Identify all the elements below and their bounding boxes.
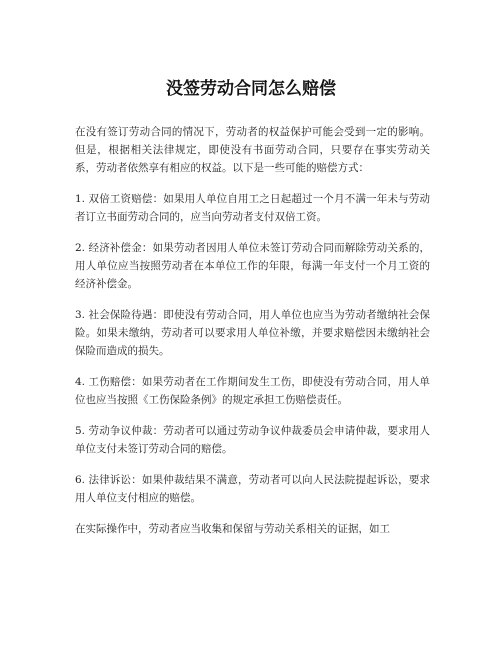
document-title: 没签劳动合同怎么赔偿: [166, 79, 336, 99]
item-social-insurance: 3. 社会保险待遇：即使没有劳动合同，用人单位也应当为劳动者缴纳社会保险。如果未缴纳，劳动者可以要求用人单位补缴，并要求赔偿因未缴纳社会保险而造成的损失。: [75, 309, 430, 357]
item-arbitration: 5. 劳动争议仲裁：劳动者可以通过劳动争议仲裁委员会申请仲裁，要求用人单位支付未签订劳动合同的赔偿。: [75, 425, 430, 455]
document-body: [75, 123, 430, 551]
item-litigation: 6. 法律诉讼：如果仲裁结果不满意，劳动者可以向人民法院提起诉讼，要求用人单位支付相应的赔偿。: [75, 474, 430, 504]
item-double-wage: 1. 双倍工资赔偿：如果用人单位自用工之日起超过一个月不满一年未与劳动者订立书面劳动合同的，应当向劳动者支付双倍工资。: [75, 193, 430, 223]
intro-paragraph: 在没有签订劳动合同的情况下，劳动者的权益保护可能会受到一定的影响。但是，根据相关法律规定，即使没有书面劳动合同，只要存在事实劳动关系，劳动者依然享有相应的权益。以下是一些可能的赔偿方式：: [75, 126, 430, 174]
item-economic-compensation: 2. 经济补偿金：如果劳动者因用人单位未签订劳动合同而解除劳动关系的，用人单位应当按照劳动者在本单位工作的年限，每满一年支付一个月工资的经济补偿金。: [75, 242, 430, 290]
item-work-injury: 4. 工伤赔偿：如果劳动者在工作期间发生工伤，即使没有劳动合同，用人单位也应当按照《工伤保险条例》的规定承担工伤赔偿责任。: [75, 376, 430, 406]
closing-paragraph: 在实际操作中，劳动者应当收集和保留与劳动关系相关的证据，如工: [75, 523, 390, 535]
